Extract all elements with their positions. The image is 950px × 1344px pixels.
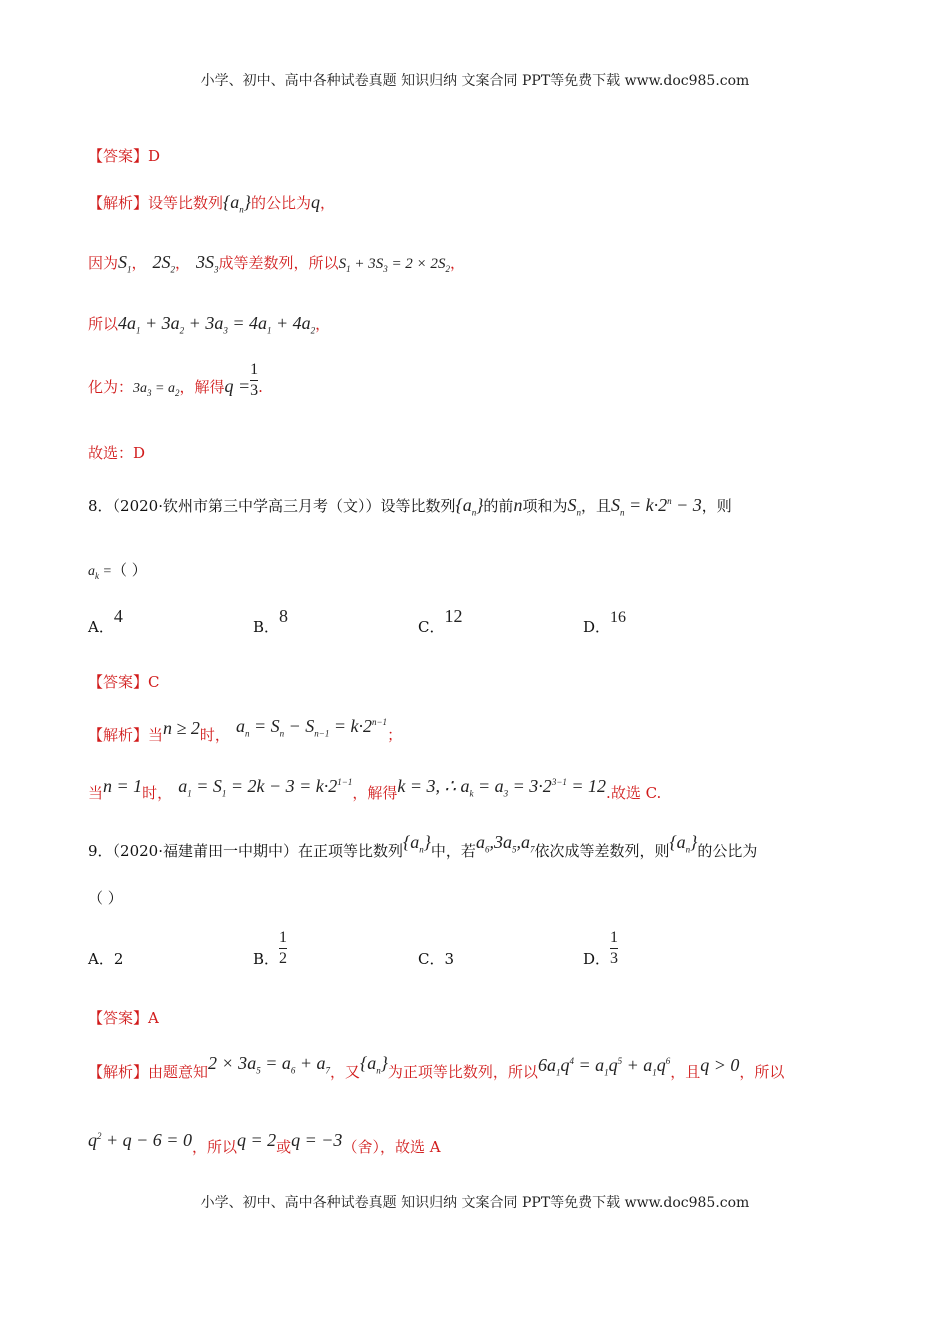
q9-option-d[interactable] xyxy=(583,928,619,969)
text: 项和为 xyxy=(522,497,568,515)
text: ； xyxy=(387,726,403,744)
text: . xyxy=(258,378,263,396)
text: ，又 xyxy=(330,1063,361,1081)
numerator: 1 xyxy=(610,928,619,946)
formula: $\{a_n\}$ xyxy=(455,495,484,518)
q9-option-a[interactable] xyxy=(88,948,123,969)
formula: k = 3, ∴ $a_k = a_3 = 3\cdot 2^{3-1} = 12$ xyxy=(397,776,607,799)
question-source: （2020·钦州市第三中学高三月考（文）） xyxy=(112,497,381,515)
text: 为正项等比数列，所以 xyxy=(387,1063,538,1081)
text: ，且 xyxy=(670,1063,701,1081)
prev-analysis-line-4 xyxy=(88,360,263,403)
formula: $\{a_n\}$ xyxy=(403,832,431,855)
analysis-label: 【解析】 xyxy=(88,1063,149,1081)
prev-answer: 【答案】D xyxy=(88,147,161,165)
text: A． xyxy=(88,950,114,968)
q9-paren: （ ） xyxy=(88,889,123,907)
text: 设等比数列 xyxy=(380,497,456,515)
text: ，解得 xyxy=(352,784,398,802)
text: B． xyxy=(253,618,280,636)
prev-analysis-line-2 xyxy=(88,252,465,280)
text: 的前 xyxy=(483,497,514,515)
text: 化为： xyxy=(88,378,134,396)
text: 所以 xyxy=(88,315,119,333)
prev-analysis-line-3 xyxy=(88,313,330,341)
page-footer: 小学、初中、高中各种试卷真题 知识归纳 文案合同 PPT等免费下载 www.doc985.com xyxy=(200,1195,750,1211)
page-header: 小学、初中、高中各种试卷真题 知识归纳 文案合同 PPT等免费下载 www.doc985.com xyxy=(200,73,750,89)
q8-stem xyxy=(88,491,732,523)
text: 的公比为 xyxy=(250,194,311,212)
formula: $S_1$ xyxy=(118,252,132,275)
text: C． xyxy=(418,950,445,968)
formula: n xyxy=(513,495,523,515)
formula: q = 2 xyxy=(236,1130,277,1150)
q9-analysis-line-1 xyxy=(88,1053,785,1089)
text: ，解得 xyxy=(179,378,225,396)
text: （舍），故选 A xyxy=(342,1138,441,1156)
formula: $6a_1q^4 = a_1q^5 + a_1q^6$ xyxy=(537,1055,671,1078)
text: 3 xyxy=(444,950,455,968)
question-source: （2020·福建莆田一中期中） xyxy=(112,842,298,860)
fraction xyxy=(279,929,287,968)
formula: $3S_3$ xyxy=(196,252,219,275)
prev-analysis-line-1 xyxy=(88,192,335,220)
text: 设等比数列 xyxy=(148,194,224,212)
text: 2 xyxy=(113,950,124,968)
formula: q xyxy=(310,192,320,212)
prev-conclusion: 故选：D xyxy=(88,444,146,462)
denominator: 3 xyxy=(610,949,619,967)
text: 中，若 xyxy=(430,842,476,860)
text: 因为 xyxy=(88,254,119,272)
denominator: 2 xyxy=(279,949,288,967)
formula: $3a_3 = a_2$ xyxy=(133,381,180,398)
fraction-one-third: $\frac{1}{3}$ xyxy=(250,360,259,399)
text: ，且 xyxy=(580,497,611,515)
text: 8 xyxy=(279,606,289,626)
analysis-label: 【解析】 xyxy=(88,194,149,212)
text: ，则 xyxy=(701,497,732,515)
text: 由题意知 xyxy=(148,1063,209,1081)
formula: $2S_2$ xyxy=(152,252,176,275)
formula: $S_n = k\cdot 2^n - 3$ xyxy=(610,495,702,518)
q9-option-c[interactable] xyxy=(418,948,454,969)
q8-analysis-line-2 xyxy=(88,778,661,810)
formula: $S_1 + 3S_3 = 2 \times 2S_2$ xyxy=(338,256,450,274)
question-number: 9． xyxy=(88,842,113,860)
formula: $a_k$ = xyxy=(88,564,112,581)
text: D． xyxy=(583,618,611,636)
text: 当 xyxy=(88,784,104,802)
q8-answer: 【答案】C xyxy=(88,673,160,691)
text: ，所以 xyxy=(191,1138,237,1156)
text: ， xyxy=(131,254,147,272)
text: ，所以 xyxy=(739,1063,785,1081)
formula: q = xyxy=(224,376,251,396)
text: ， xyxy=(315,315,331,333)
formula: $2 \times 3a_5 = a_6 + a_7$ xyxy=(208,1053,330,1076)
q8-option-d[interactable] xyxy=(583,609,627,637)
formula: q > 0 xyxy=(700,1055,740,1075)
analysis-label: 【解析】 xyxy=(88,726,149,744)
q9-option-b[interactable] xyxy=(253,928,288,969)
text: 依次成等差数列，则 xyxy=(534,842,670,860)
formula: $\{a_n\}$ xyxy=(669,832,698,855)
text: 时， xyxy=(142,784,173,802)
formula: q = −3 xyxy=(291,1130,343,1150)
text: 当 xyxy=(148,726,164,744)
q8-option-c[interactable] xyxy=(418,606,463,637)
formula: $q^2 + q - 6 = 0$ xyxy=(88,1130,192,1150)
q8-option-b[interactable] xyxy=(253,606,289,637)
text: ， xyxy=(449,254,465,272)
text: 在正项等比数列 xyxy=(298,842,404,860)
formula: n ≥ 2 xyxy=(163,718,200,738)
formula: $4a_1 + 3a_2 + 3a_3 = 4a_1 + 4a_2$ xyxy=(118,313,316,336)
q9-answer: 【答案】A xyxy=(88,1009,159,1027)
q9-stem xyxy=(88,832,758,868)
text: 成等差数列，所以 xyxy=(218,254,339,272)
q8-analysis-line-1 xyxy=(88,716,403,752)
text: ， xyxy=(319,194,335,212)
text: C． xyxy=(418,618,445,636)
text: 的公比为 xyxy=(697,842,758,860)
text: 12 xyxy=(444,606,463,626)
text: 时， xyxy=(199,726,230,744)
text: （ ） xyxy=(111,561,147,579)
q8-stem-2 xyxy=(88,560,147,586)
formula: $S_n$ xyxy=(567,495,581,518)
q8-option-a[interactable] xyxy=(88,606,123,637)
formula: $a_n = S_n - S_{n-1} = k\cdot 2^{n-1}$ xyxy=(235,716,388,739)
text: ， xyxy=(175,254,191,272)
formula: $a_6,3a_5,a_7$ xyxy=(475,832,535,855)
question-number: 8． xyxy=(88,497,113,515)
fraction xyxy=(610,929,618,968)
formula: $\{a_n\}$ xyxy=(223,192,251,215)
formula: $\{a_n\}$ xyxy=(360,1053,388,1076)
q9-analysis-line-2 xyxy=(88,1132,441,1157)
text: A． xyxy=(88,618,114,636)
formula: $a_1 = S_1 = 2k - 3 = k\cdot 2^{1-1}$ xyxy=(178,776,353,799)
text: B． xyxy=(253,950,280,968)
text: 16 xyxy=(610,609,627,626)
numerator: 1 xyxy=(279,928,288,946)
formula: n = 1 xyxy=(103,776,143,796)
text: 或 xyxy=(276,1138,292,1156)
text: 4 xyxy=(113,606,123,626)
text: D． xyxy=(583,950,611,968)
text: .故选 C. xyxy=(606,784,662,802)
